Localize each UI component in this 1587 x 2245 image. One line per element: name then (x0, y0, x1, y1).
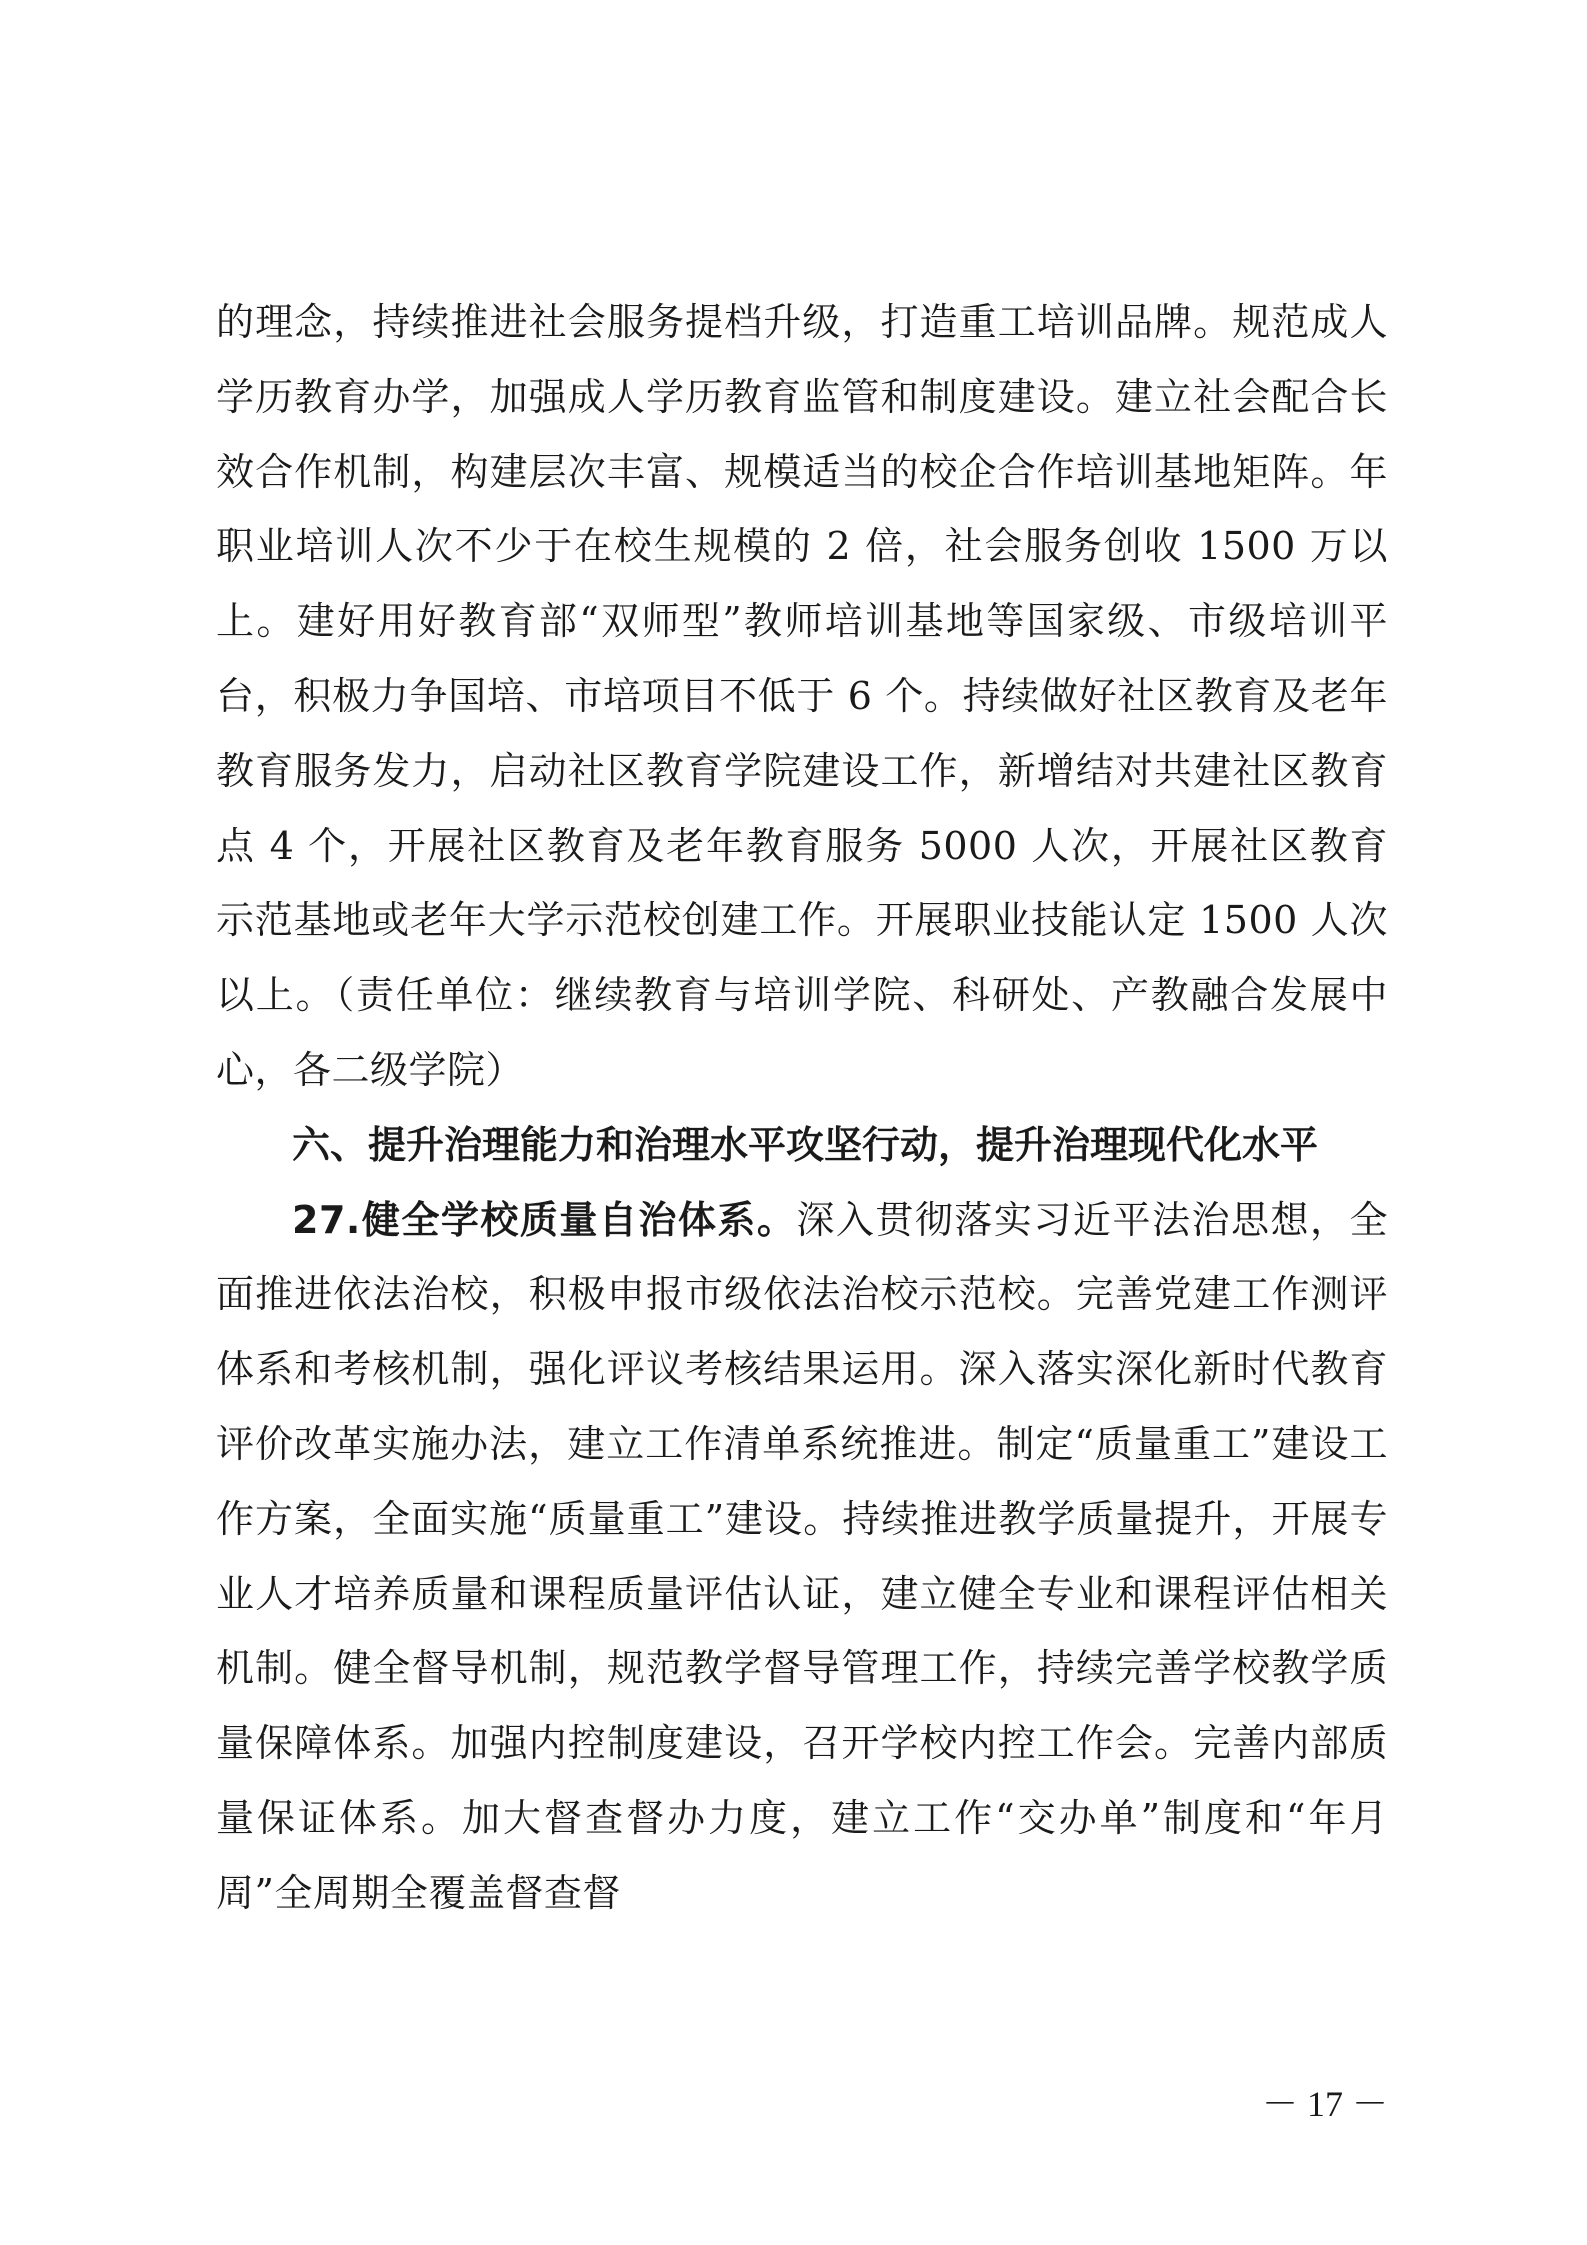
page-number: － 17 － (1261, 2084, 1388, 2124)
item-27-text: 深入贯彻落实习近平法治思想，全面推进依法治校，积极申报市级依法治校示范校。完善党建工作测评体系和考核机制，强化评议考核结果运用。深入落实深化新时代教育评价改革实施办法，建立工作清单系统推进。制定“质量重工”建设工作方案，全面实施“质量重工”建设。持续推进教学质量提升，开展专业人才培养质量和课程质量评估认证，建立健全专业和课程评估相关机制。健全督导机制，规范教学督导管理工作，持续完善学校教学质量保障体系。加强内控制度建设，召开学校内控工作会。完善内部质量保证体系。加大督查督办力度，建立工作“交办单”制度和“年月周”全周期全覆盖督查督 (216, 1197, 1388, 1915)
body-text (216, 285, 1388, 1931)
item-27-lead: 27.健全学校质量自治体系。 (292, 1197, 797, 1242)
section-heading: 六、提升治理能力和治理水平攻坚行动，提升治理现代化水平 (292, 1122, 1319, 1167)
item-27-paragraph (216, 1183, 1388, 1931)
continuation-paragraph: 的理念，持续推进社会服务提档升级，打造重工培训品牌。规范成人学历教育办学，加强成人学历教育监管和制度建设。建立社会配合长效合作机制，构建层次丰富、规模适当的校企合作培训基地矩阵。年职业培训人次不少于在校生规模的 2 倍，社会服务创收 1500 万以上。建好用好教育部“双师型”教师培训基地等国家级、市级培训平台，积极力争国培、市培项目不低于 6 个。持续做好社区教育及老年教育服务发力，启动社区教育学院建设工作，新增结对共建社区教育点 4 个，开展社区教育及老年教育服务 5000 人次，开展社区教育示范基地或老年大学示范校创建工作。开展职业技能认定 1500 人次以上。（责任单位：继续教育与培训学院、科研处、产教融合发展中心，各二级学院） (216, 300, 1388, 1092)
